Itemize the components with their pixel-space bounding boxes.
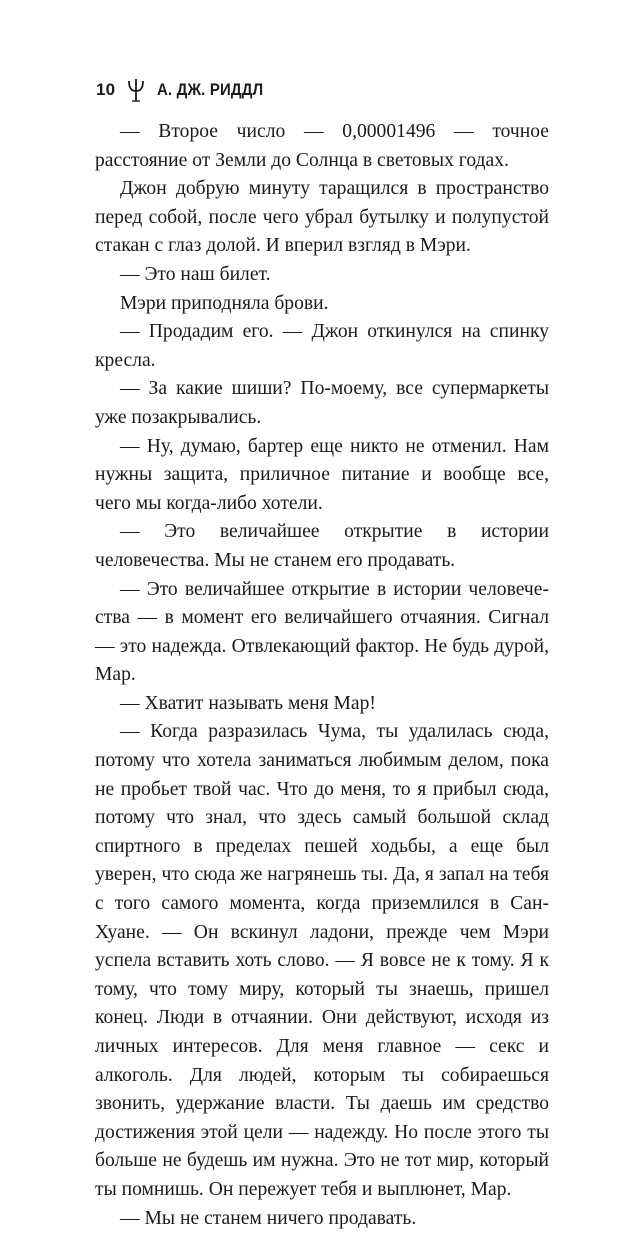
paragraph: — Ну, думаю, бартер еще никто не отменил. Нам нужны защита, приличное питание и вообще все, чего мы когда-либо хотели. (95, 435, 549, 514)
paragraph: — За какие шиши? По-моему, все супермаркеты уже позакрывались. (95, 378, 549, 428)
page-number: 10 (96, 80, 116, 99)
paragraph: — Это величайшее открытие в истории человечества — в момент его величайшего отчаяния. Сигнал — это надежда. Отвлекающий фактор. Не будь дурой, Мар. (95, 578, 549, 686)
psi-trident-icon (127, 78, 145, 102)
paragraph: — Второе число — 0,00001496 — точное расстояние от Земли до Солнца в световых годах. (95, 121, 549, 171)
paragraph: — Хватит называть меня Мар! (120, 692, 376, 714)
running-header (96, 76, 278, 104)
paragraph: — Мы не станем ничего продавать. (120, 1207, 417, 1229)
paragraph: — Продадим его. — Джон откинулся на спинку кресла. (95, 321, 549, 371)
paragraph: Мэри приподняла брови. (120, 292, 329, 314)
paragraph: — Это наш билет. (120, 263, 271, 285)
paragraph: — Когда разразилась Чума, ты удалилась сюда, потому что хотела заниматься любимым делом, пока не пробьет твой час. Что до меня, то я прибыл сюда, потому что знал, что здесь самый большой склад спиртного в пределах пешей ходьбы, а еще был уверен, что сюда же нагрянешь ты. Да, я запал на тебя с того самого момента, когда приземлился в Сан-Хуане. — Он вскинул ладони, прежде чем Мэри успела вставить хоть слово. — Я вовсе не к тому. Я к тому, что тому миру, который ты знаешь, пришел конец. Люди в отчаянии. Они действуют, исходя из личных интересов. Для меня главное — секс и алкоголь. Для людей, которым ты собираешься звонить, удержание власти. Ты даешь им средство достижения этой цели — надежду. Но после этого ты больше не будешь им нужна. Это не тот мир, который ты помнишь. Он пережует тебя и выплюнет, Мар. (95, 721, 549, 1200)
paragraph: Джон добрую минуту таращился в пространство перед собой, после чего убрал бутылку и полупустой стакан с глаз долой. И вперил взгляд в Мэри. (95, 178, 549, 257)
author-name: А. ДЖ. РИДДЛ (157, 80, 264, 99)
paragraph: — Это величайшее открытие в истории человечества. Мы не станем его продавать. (95, 521, 549, 571)
body-text (95, 118, 549, 1233)
